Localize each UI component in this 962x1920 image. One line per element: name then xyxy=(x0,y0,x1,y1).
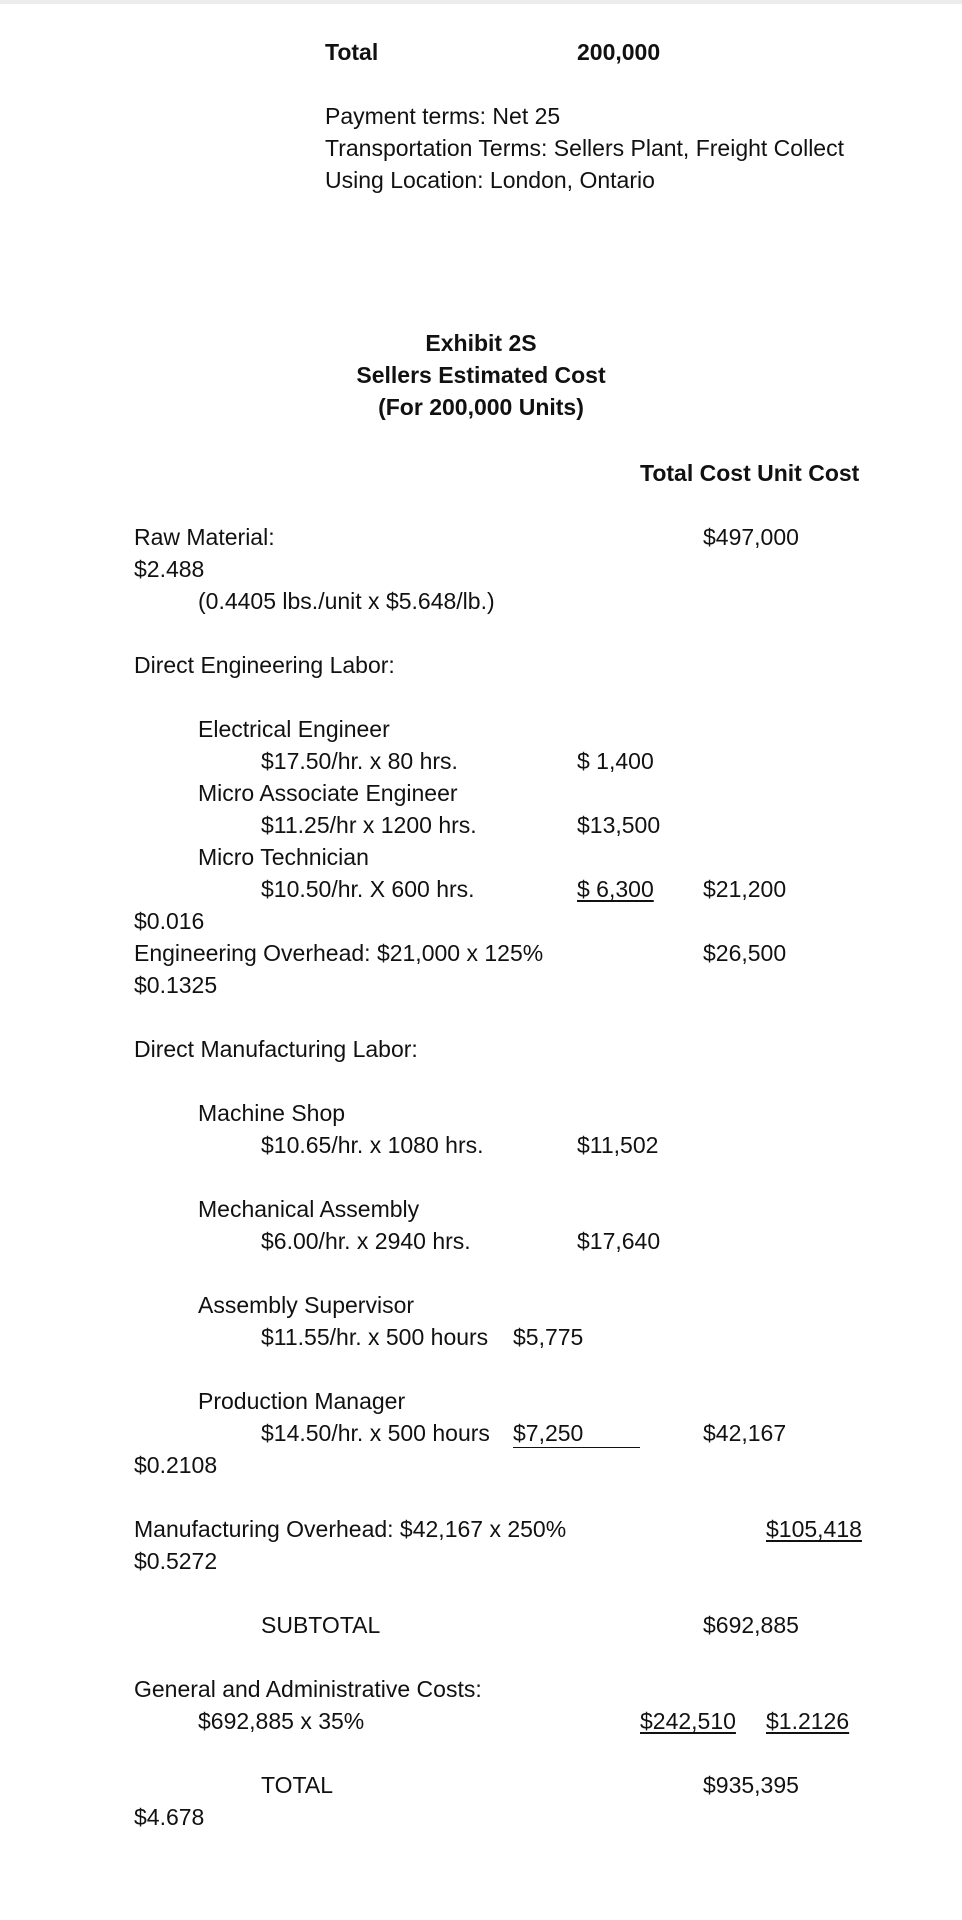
manufacturing-overhead-label: Manufacturing Overhead: $42,167 x 250% xyxy=(134,1516,567,1542)
payment-terms: Payment terms: Net 25 xyxy=(325,103,561,129)
page-top-edge xyxy=(0,0,962,4)
manufacturing-label: Direct Manufacturing Labor: xyxy=(134,1036,418,1062)
engineering-item-name: Electrical Engineer xyxy=(198,716,390,742)
exhibit-subtitle: Sellers Estimated Cost xyxy=(356,362,606,388)
using-location: Using Location: London, Ontario xyxy=(325,167,655,193)
manufacturing-item-name: Production Manager xyxy=(198,1388,406,1414)
amount-underline xyxy=(513,1447,640,1448)
manufacturing-item-amount: $11,502 xyxy=(577,1132,659,1158)
engineering-overhead-total: $26,500 xyxy=(703,940,787,966)
grand-total-label: TOTAL xyxy=(261,1772,333,1798)
engineering-item-amount: $ 6,300 xyxy=(577,876,654,902)
engineering-item-name: Micro Technician xyxy=(198,844,369,870)
manufacturing-overhead-unit: $0.5272 xyxy=(134,1548,218,1574)
engineering-item-rate: $17.50/hr. x 80 hrs. xyxy=(261,748,458,774)
subtotal-value: $692,885 xyxy=(703,1612,799,1638)
manufacturing-item-name: Assembly Supervisor xyxy=(198,1292,415,1318)
manufacturing-item-amount: $5,775 xyxy=(513,1324,584,1350)
column-header: Total Cost Unit Cost xyxy=(640,460,860,486)
engineering-item-name: Micro Associate Engineer xyxy=(198,780,458,806)
ga-unit: $1.2126 xyxy=(766,1708,850,1734)
manufacturing-item-rate: $10.65/hr. x 1080 hrs. xyxy=(261,1132,484,1158)
raw-material-unit: $2.488 xyxy=(134,556,205,582)
manufacturing-total: $42,167 xyxy=(703,1420,787,1446)
manufacturing-item-rate: $11.55/hr. x 500 hours xyxy=(261,1324,489,1350)
total-value: 200,000 xyxy=(577,39,661,65)
engineering-total: $21,200 xyxy=(703,876,787,902)
manufacturing-item-rate: $6.00/hr. x 2940 hrs. xyxy=(261,1228,471,1254)
manufacturing-item-name: Mechanical Assembly xyxy=(198,1196,420,1222)
exhibit-units: (For 200,000 Units) xyxy=(378,394,584,420)
ga-detail: $692,885 x 35% xyxy=(198,1708,365,1734)
engineering-item-rate: $11.25/hr x 1200 hrs. xyxy=(261,812,477,838)
manufacturing-overhead-total: $105,418 xyxy=(766,1516,862,1542)
grand-total-value: $935,395 xyxy=(703,1772,799,1798)
subtotal-label: SUBTOTAL xyxy=(261,1612,381,1638)
engineering-overhead-unit: $0.1325 xyxy=(134,972,218,998)
manufacturing-item-amount: $7,250 xyxy=(513,1420,584,1446)
engineering-overhead-label: Engineering Overhead: $21,000 x 125% xyxy=(134,940,544,966)
manufacturing-item-rate: $14.50/hr. x 500 hours xyxy=(261,1420,490,1446)
engineering-label: Direct Engineering Labor: xyxy=(134,652,395,678)
exhibit-title: Exhibit 2S xyxy=(425,330,537,356)
ga-label: General and Administrative Costs: xyxy=(134,1676,482,1702)
raw-material-total: $497,000 xyxy=(703,524,799,550)
engineering-item-amount: $ 1,400 xyxy=(577,748,654,774)
manufacturing-item-name: Machine Shop xyxy=(198,1100,346,1126)
ga-total: $242,510 xyxy=(640,1708,736,1734)
engineering-item-rate: $10.50/hr. X 600 hrs. xyxy=(261,876,475,902)
transport-terms: Transportation Terms: Sellers Plant, Freight Collect xyxy=(325,135,844,161)
raw-material-detail: (0.4405 lbs./unit x $5.648/lb.) xyxy=(198,588,495,614)
engineering-unit: $0.016 xyxy=(134,908,205,934)
total-label: Total xyxy=(325,39,379,65)
raw-material-label: Raw Material: xyxy=(134,524,275,550)
grand-total-unit: $4.678 xyxy=(134,1804,205,1830)
engineering-item-amount: $13,500 xyxy=(577,812,661,838)
manufacturing-item-amount: $17,640 xyxy=(577,1228,661,1254)
manufacturing-unit: $0.2108 xyxy=(134,1452,218,1478)
